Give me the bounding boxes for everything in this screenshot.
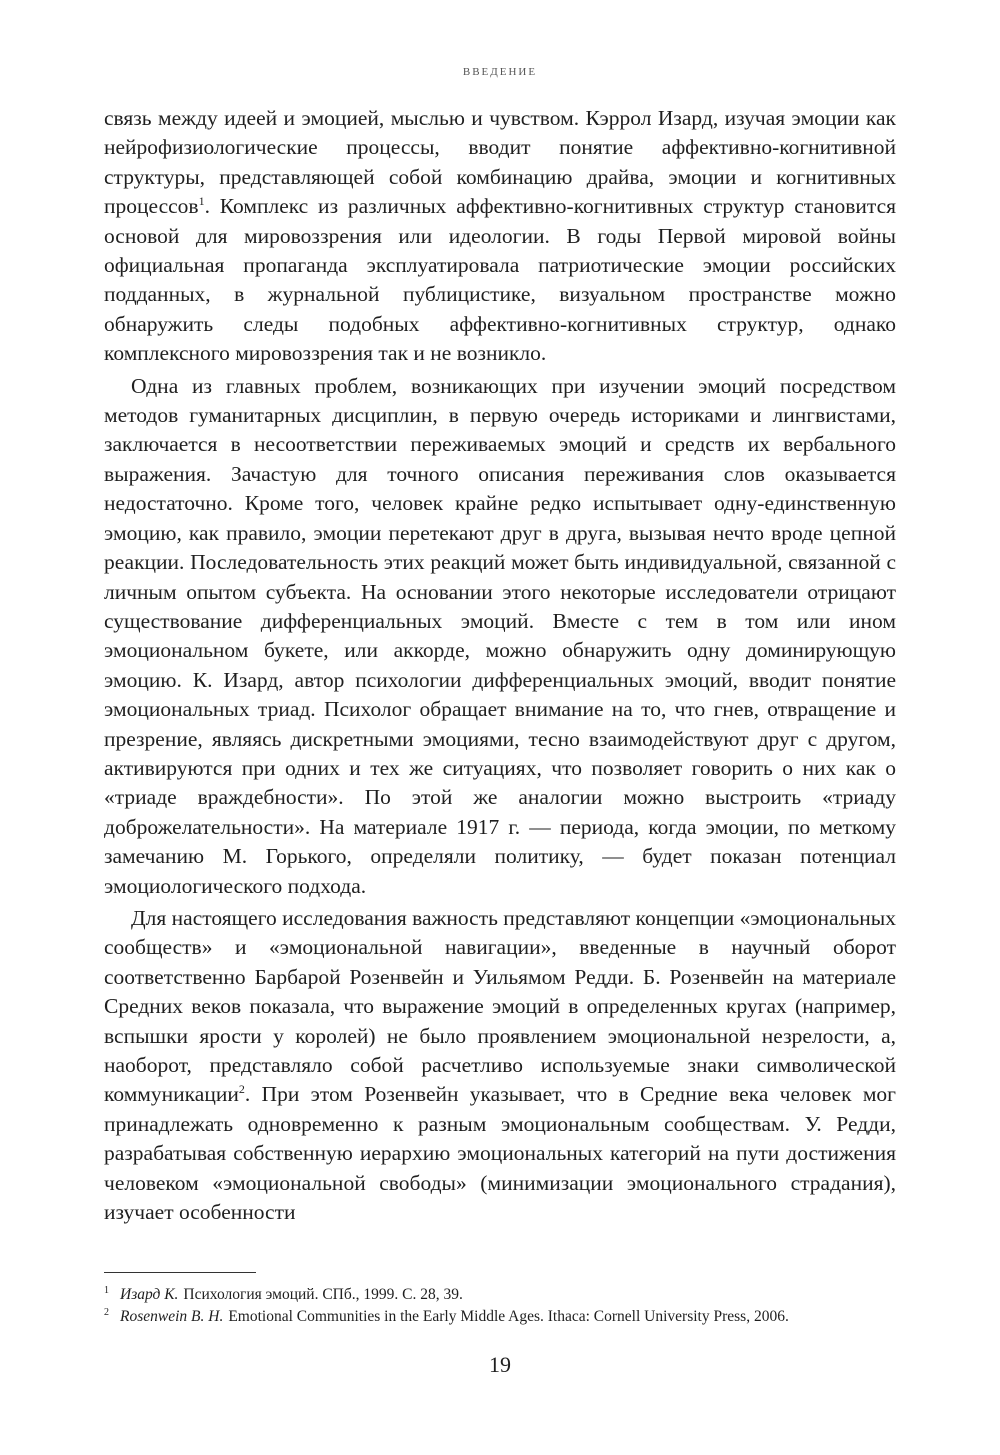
paragraph-3-text-a: Для настоящего исследования важность представляют концепции «эмоциональных сообществ» и «эмоциональной навигации», введенные в научный оборот соответственно Барбарой Розенвейн и Уильямом Редди. Б. Розенвейн на материале Средних веков показала, что выражение эмоций в определенных кругах (например, вспышки ярости у королей) не было проявлением эмоциональной незрелости, а, наоборот, представляло собой расчетливо используемые знаки символической коммуникации	[104, 905, 896, 1107]
paragraph-3-text-b: . При этом Розенвейн указывает, что в Средние века человек мог принадлежать одновременно к разным эмоциональным сообществам. У. Редди, разрабатывая собственную иерархию эмоциональных категорий на пути достижения человеком «эмоциональной свободы» (минимизации эмоционального страдания), изучает особенности	[104, 1082, 896, 1225]
paragraph-1-text-b: . Комплекс из различных аффективно-когнитивных структур становится основой для мировоззрения или идеологии. В годы Первой мировой войны официальная пропаганда эксплуатировала патриотические эмоции российских подданных, в журнальной публицистике, визуальном пространстве можно обнаружить следы подобных аффективно-когнитивных структур, однако комплексного мировоззрения так и не возникло.	[104, 194, 896, 366]
footnote-text: Emotional Communities in the Early Middle Ages. Ithaca: Cornell University Press, 2006.	[228, 1308, 789, 1325]
paragraph-1	[104, 104, 896, 369]
footnote-ref-2[interactable]: 2	[238, 1082, 245, 1097]
paragraph-3	[104, 904, 896, 1227]
footnotes	[104, 1284, 896, 1328]
running-header: ВВЕДЕНИЕ	[462, 66, 538, 78]
footnote-ref-1[interactable]: 1	[198, 194, 205, 209]
paragraph-2: Одна из главных проблем, возникающих при изучении эмоций посредством методов гуманитарных дисциплин, в первую очередь историками и лингвистами, заключается в несоответствии переживаемых эмоций и средств их вербального выражения. Зачастую для точного описания переживания слов оказывается недостаточно. Кроме того, человек крайне редко испытывает одну-единственную эмоцию, как правило, эмоции перетекают друг в друга, вызывая нечто вроде цепной реакции. Последовательность этих реакций может быть индивидуальной, связанной с личным опытом субъекта. На основании этого некоторые исследователи отрицают существование дифференциальных эмоций. Вместе с тем в том или ином эмоциональном букете, или аккорде, можно обнаружить одну доминирующую эмоцию. К. Изард, автор психологии дифференциальных эмоций, вводит понятие эмоциональных триад. Психолог обращает внимание на то, что гнев, отвращение и презрение, являясь дискретными эмоциями, тесно взаимодействуют друг с другом, активируются при одних и тех же ситуациях, что позволяет говорить о них как о «триаде враждебности». По этой же аналогии можно выстроить «триаду доброжелательности». На материале 1917 г. — периода, когда эмоции, по меткому замечанию М. Горького, определяли политику, — будет показан потенциал эмоциологического подхода.	[104, 373, 896, 898]
footnote-author: Изард К.	[120, 1286, 179, 1303]
paragraph-1-text-a: связь между идеей и эмоцией, мыслью и чувством. Кэррол Изард, изучая эмоции как нейрофизиологические процессы, вводит понятие аффективно-когнитивной структуры, представляющей собой комбинацию драйва, эмоции и когнитивных процессов	[104, 106, 896, 219]
footnote-divider	[104, 1272, 256, 1273]
footnote-text: Психология эмоций. СПб., 1999. С. 28, 39.	[183, 1286, 463, 1303]
page-number: 19	[489, 1352, 511, 1377]
footnote-2	[104, 1306, 896, 1328]
footnote-number: 1	[104, 1285, 109, 1296]
footnote-author: Rosenwein B. H.	[120, 1308, 224, 1325]
footnote-number: 2	[104, 1307, 109, 1318]
body-text	[104, 104, 896, 1227]
footnote-1	[104, 1284, 896, 1306]
